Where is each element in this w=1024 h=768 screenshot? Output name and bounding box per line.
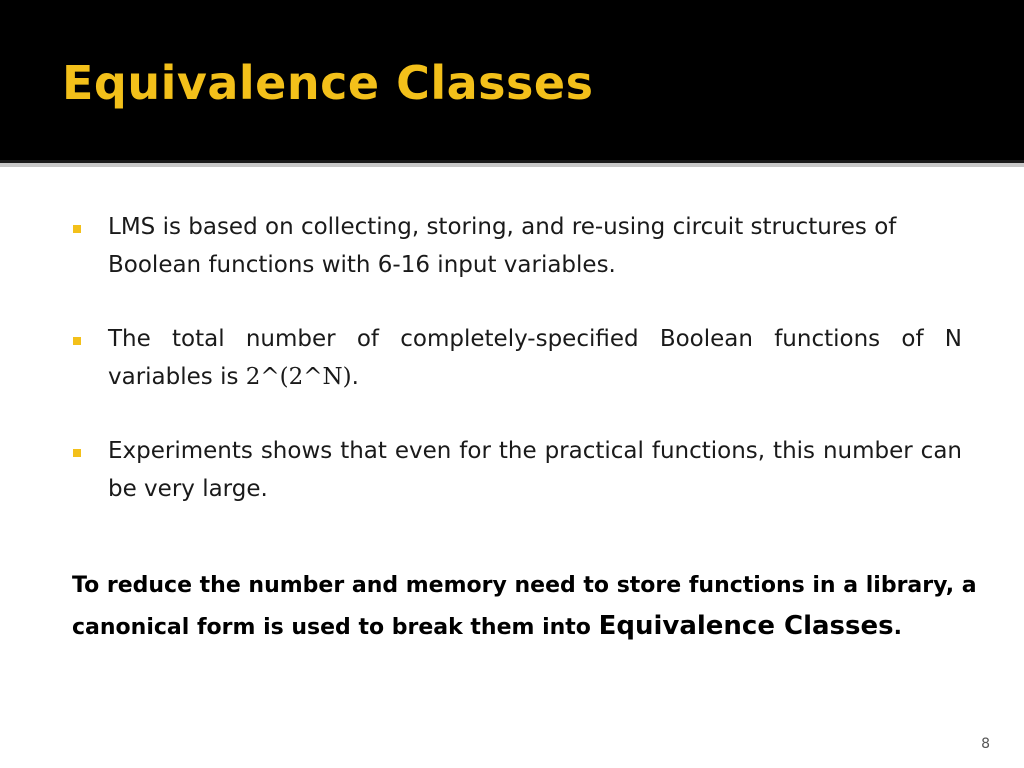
summary-text: To reduce the number and memory need to store functions in a library, a canonical form is used to break them into [72,573,977,640]
bullet-text-after-formula: . [351,364,359,390]
bullet-list [72,208,962,544]
bullet-text [108,320,962,396]
formula: 2^(2^N) [245,364,352,390]
square-bullet-icon [73,337,81,345]
page-number: 8 [981,736,990,752]
square-bullet-icon [73,225,81,233]
summary-end: . [893,615,902,640]
bullet-item [72,320,962,396]
bullet-item [72,208,962,284]
summary-emphasis: Equivalence Classes [598,611,894,641]
bullet-item [72,432,962,508]
square-bullet-icon [73,449,81,457]
summary-paragraph [72,566,1022,648]
bullet-text: LMS is based on collecting, storing, and re-using circuit structures of Boolean functions with 6-16 input variables. [108,214,897,278]
slide-title: Equivalence Classes [62,56,594,110]
header-divider-shadow [0,163,1024,167]
title-bar [0,0,1024,160]
bullet-text: Experiments shows that even for the practical functions, this number can be very large. [108,438,962,502]
bullet-text-before-formula: The total number of completely-specified Boolean functions of N variables is [108,326,962,390]
